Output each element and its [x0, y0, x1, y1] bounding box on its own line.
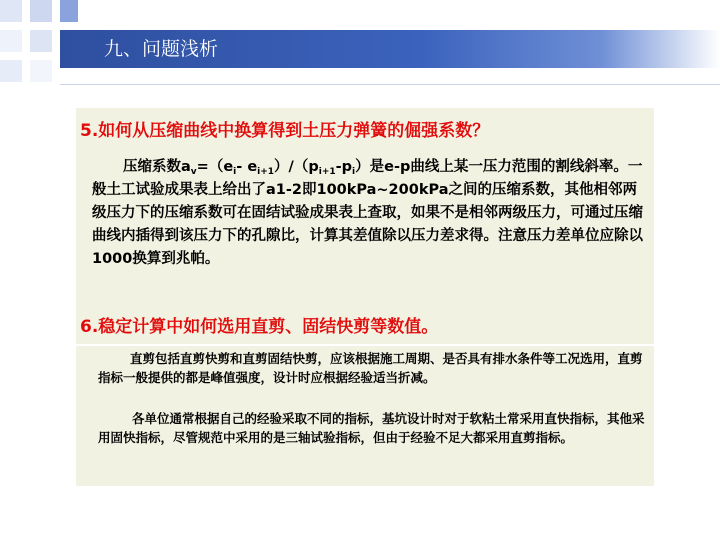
text-run: -p — [335, 159, 353, 175]
decor-square — [0, 60, 22, 82]
subscript: i+1 — [257, 167, 275, 177]
question-6-paragraph-2 — [98, 409, 648, 447]
subscript: i — [352, 167, 356, 177]
subscript: i+1 — [318, 167, 336, 177]
decor-square — [30, 30, 52, 52]
question-6-heading: 6.稳定计算中如何选用直剪、固结快剪等数值。 — [80, 317, 439, 337]
text-run: - e — [236, 159, 258, 175]
text-run: ）/（p — [274, 159, 319, 175]
text-run: 压缩系数a — [123, 159, 191, 175]
slide-title: 九、问题浅析 — [104, 38, 219, 60]
decor-square — [60, 0, 78, 22]
text-run: 直剪包括直剪快剪和直剪固结快剪，应该根据施工周期、是否具有排水条件等工况选用，直剪指标一般提供的都是峰值强度，设计时应根据经验适当折减。 — [98, 351, 643, 385]
decor-square — [30, 60, 52, 82]
divider — [60, 84, 720, 85]
question-5-heading: 5.如何从压缩曲线中换算得到土压力弹簧的倔强系数？ — [80, 121, 490, 141]
subscript: v — [190, 167, 197, 177]
text-run: =（e — [196, 159, 234, 175]
question-6-paragraph-1 — [98, 349, 648, 387]
question-5-paragraph — [92, 156, 648, 271]
text-run: ）是e-p曲线上某一压力范围的割线斜率。一般土工试验成果表上给出了a1-2即100kPa~200kPa之间的压缩系数，其他相邻两级压力下的压缩系数可在固结试验成果表上查取，如果不是相邻两级压力，可通过压缩曲线内插得到该压力下的孔隙比，计算其差值除以压力差求得。注意压力差单位应除以1000换算到兆帕。 — [92, 159, 643, 267]
decor-square — [30, 0, 52, 22]
decor-square — [0, 0, 22, 22]
decor-square — [0, 30, 22, 52]
text-run: 各单位通常根据自己的经验采取不同的指标，基坑设计时对于软粘土常采用直快指标，其他采用固快指标，尽管规范中采用的是三轴试验指标，但由于经验不足大都采用直剪指标。 — [98, 411, 645, 445]
subscript: i — [233, 167, 237, 177]
